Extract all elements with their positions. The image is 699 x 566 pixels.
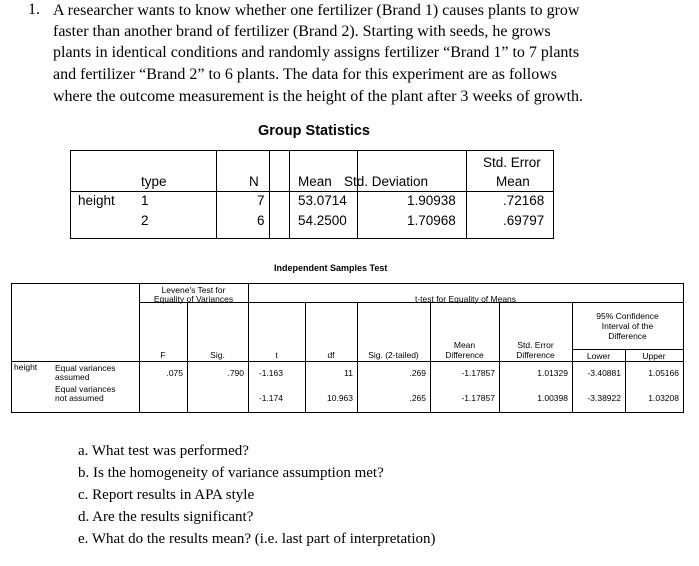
row1-upper: 1.05166 [648,368,679,378]
row1-sig: .790 [227,368,244,378]
gs-row1-n: 7 [257,193,265,208]
row1-df: 11 [344,368,353,378]
row2-lower: -3.38922 [587,393,621,403]
col-mean-diff-line1: Mean [453,340,476,350]
ist-row-label: height [14,362,38,372]
subquestion-d: d. Are the results significant? [78,509,254,525]
ttest-header: t-test for Equality of Means [414,294,517,304]
row2-df: 10.963 [327,393,353,403]
question-line-1: A researcher wants to know whether one fertilizer (Brand 1) causes plants to grow [53,2,580,19]
independent-samples-title: Independent Samples Test [274,263,388,273]
question-line-4: and fertilizer “Brand 2” to 6 plants. The data for this experiment are as follows [53,66,557,83]
col-df: df [327,350,335,360]
ist-ci-rule [572,349,683,350]
col-sig-2tailed: Sig. (2-tailed) [368,350,419,360]
gs-row-label: height [78,193,115,208]
question-line-2: faster than another brand of fertilizer (Brand 2). Starting with seeds, he grows [53,23,551,40]
ci-header-line3: Difference [608,331,647,341]
question-line-5: where the outcome measurement is the height of the plant after 3 weeks of growth. [53,88,584,105]
row2-label-line1: Equal variances [55,384,116,394]
question-line-3: plants in identical conditions and randomly assigns fertilizer “Brand 1” to 7 plants [53,44,580,61]
col-mean-diff-line2: Difference [445,350,484,360]
subquestion-a: a. What test was performed? [78,443,249,459]
gs-row2-type: 2 [141,213,149,228]
levene-header-line1: Levene's Test for [161,285,226,295]
col-sig: Sig. [210,350,225,360]
col-t: t [275,350,278,360]
row1-t: -1.163 [258,368,283,378]
row1-lower: -3.40881 [587,368,621,378]
gs-header-type: type [141,174,167,189]
gs-row2-sem: .69797 [503,213,545,228]
ci-header-line2: Interval of the [601,321,654,331]
row1-f: .075 [166,368,183,378]
ci-header-line1: 95% Confidence [596,311,659,321]
col-lower: Lower [586,351,611,361]
independent-samples-table [11,283,684,413]
ist-header-rule [12,361,683,362]
row2-upper: 1.03208 [648,393,679,403]
col-std-err-diff-line2: Difference [516,350,555,360]
group-statistics-table [70,150,554,239]
subquestion-e: e. What do the results mean? (i.e. last part of interpretation) [78,531,436,547]
col-std-err-diff-line1: Std. Error [517,340,554,350]
gs-row2-n: 6 [257,213,265,228]
gs-header-rule [71,191,553,192]
gs-row2-mean: 54.2500 [298,213,347,228]
row1-std-err-diff: 1.01329 [537,368,568,378]
gs-row1-type: 1 [141,193,149,208]
col-f: F [160,350,166,360]
gs-row1-sem: .72168 [503,193,545,208]
levene-header-line2: Equality of Variances [153,294,234,304]
row1-mean-diff: -1.17857 [461,368,495,378]
gs-divider [357,151,358,238]
gs-header-std-dev: Std. Deviation [344,174,429,189]
row2-std-err-diff: 1.00398 [537,393,568,403]
group-statistics-title: Group Statistics [258,123,370,139]
gs-header-std-error-mean: Mean [496,174,530,189]
question-number: 1. [28,1,40,18]
gs-row1-mean: 53.0714 [298,193,347,208]
gs-divider [289,151,290,238]
gs-divider [216,151,217,238]
row1-label-line1: Equal variances [55,363,116,373]
gs-divider [466,151,467,238]
row1-label-line2: assumed [55,372,90,382]
gs-divider [269,151,270,238]
row1-sig2: .269 [409,368,426,378]
subquestion-c: c. Report results in APA style [78,487,255,503]
row2-mean-diff: -1.17857 [461,393,495,403]
gs-row2-sd: 1.70968 [407,213,456,228]
subquestion-b: b. Is the homogeneity of variance assumption met? [78,465,384,481]
row2-label-line2: not assumed [55,393,104,403]
col-upper: Upper [642,351,666,361]
gs-header-mean: Mean [298,174,332,189]
row2-sig2: .265 [409,393,426,403]
gs-row1-sd: 1.90938 [407,193,456,208]
row2-t: -1.174 [258,393,283,403]
gs-header-std-error: Std. Error [483,155,541,170]
gs-header-n: N [249,174,259,189]
